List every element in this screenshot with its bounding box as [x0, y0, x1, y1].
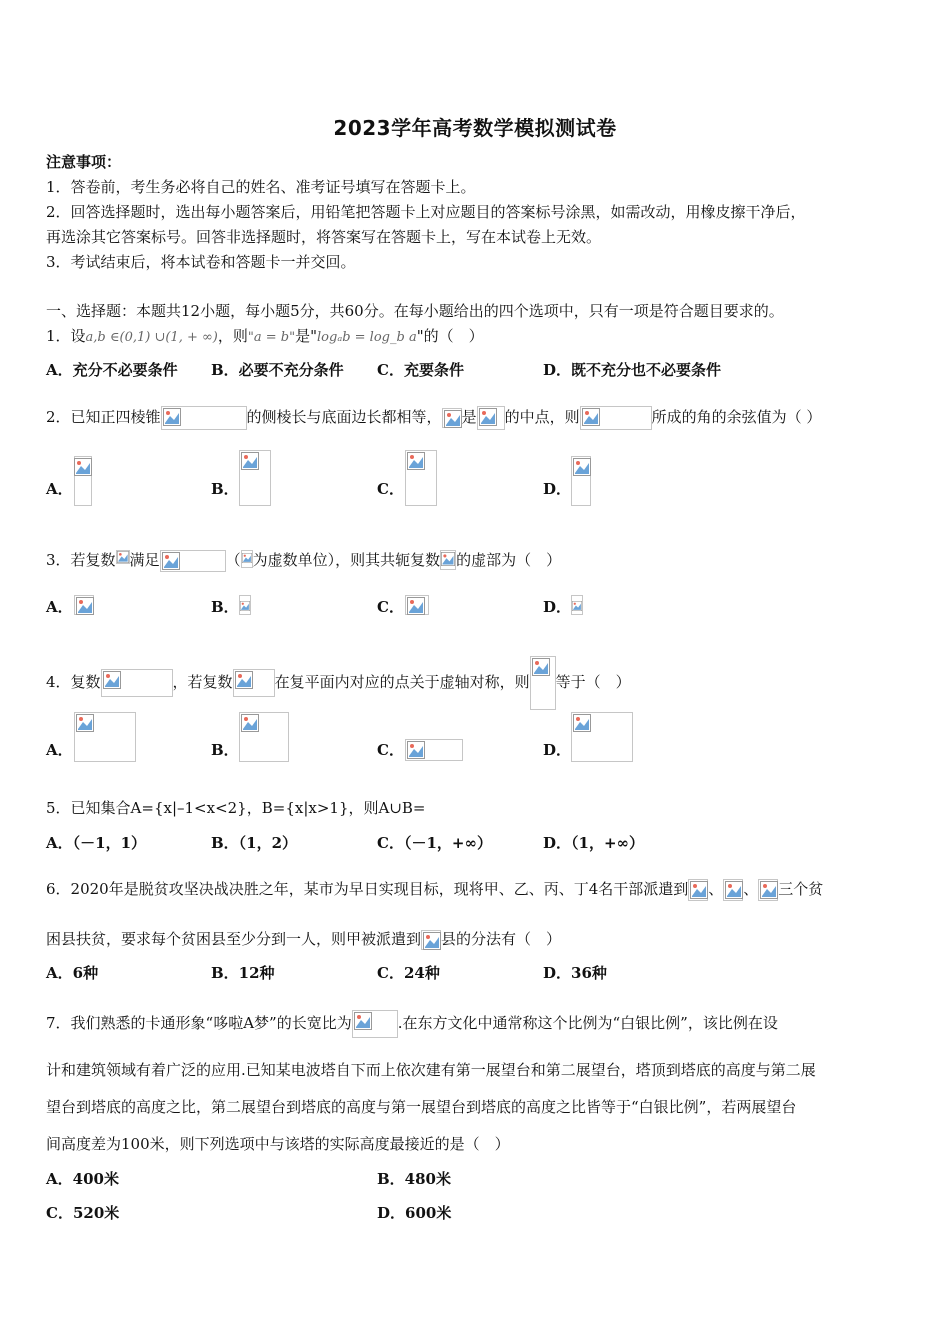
q6-text: 、	[708, 880, 724, 898]
question-7-line-1	[46, 1010, 778, 1038]
q5-option-c[interactable]: C．（－1，+∞）	[377, 834, 492, 852]
q1-text: 是"	[295, 327, 318, 345]
q1-math-log: logₐb = log_b a	[317, 330, 417, 345]
q4-text: 4．复数	[46, 673, 101, 691]
q3-text: 为虚数单位），则其共轭复数	[252, 551, 441, 569]
option-label: C．	[377, 598, 404, 616]
question-6-line-1	[46, 879, 823, 901]
broken-image-icon	[101, 669, 173, 697]
q1-option-d[interactable]: D．既不充分也不必要条件	[543, 361, 722, 379]
q2-text: 2．已知正四棱锥	[46, 408, 161, 426]
broken-image-icon	[239, 712, 289, 762]
notice-heading: 注意事项：	[46, 153, 122, 171]
notice-item: 2．回答选择题时，选出每小题答案后，用铅笔把答题卡上对应题目的答案标号涂黑，如需改动，用橡皮擦干净后，	[46, 203, 806, 221]
q3-text: 的虚部为（ ）	[456, 551, 562, 569]
q3-text: （	[225, 551, 241, 569]
q4-text: 在复平面内对应的点关于虚轴对称，则	[274, 673, 530, 691]
broken-image-icon	[74, 712, 136, 762]
q7-option-a[interactable]: A．400米	[46, 1170, 119, 1188]
question-2	[46, 406, 821, 430]
question-1	[46, 326, 484, 348]
option-label: B．	[211, 598, 239, 616]
section-heading: 一、选择题：本题共12小题，每小题5分，共60分。在每小题给出的四个选项中，只有一项是符合题目要求的。	[46, 302, 784, 320]
q6-text: 县的分法有（ ）	[441, 930, 562, 948]
q2-text: 所成的角的余弦值为（ ）	[651, 408, 822, 426]
broken-image-icon	[239, 595, 251, 615]
option-label: A．	[46, 480, 73, 498]
broken-image-icon	[571, 712, 633, 762]
broken-image-icon	[477, 406, 505, 430]
option-label: A．	[46, 741, 73, 759]
q7-text: .在东方文化中通常称这个比例为“白银比例”，该比例在设	[397, 1014, 778, 1032]
q6-option-d[interactable]: D．36种	[543, 964, 607, 982]
q3-option-d[interactable]	[543, 597, 571, 617]
broken-image-icon	[233, 669, 275, 697]
broken-image-icon	[241, 550, 253, 568]
q1-option-b[interactable]: B．必要不充分条件	[211, 361, 344, 379]
broken-image-icon	[160, 550, 226, 572]
q2-option-a[interactable]	[46, 479, 73, 499]
broken-image-icon	[116, 550, 130, 564]
question-7-line-2: 计和建筑领域有着广泛的应用.已知某电波塔自下而上依次建有第一展望台和第二展望台，塔顶到塔底的高度与第二展	[46, 1061, 816, 1079]
broken-image-icon	[405, 739, 463, 761]
notice-item: 再选涂其它答案标号。回答非选择题时，将答案写在答题卡上，写在本试卷上无效。	[46, 228, 602, 246]
q3-option-a[interactable]	[46, 597, 73, 617]
option-label: C．	[377, 480, 404, 498]
q3-text: 3．若复数	[46, 551, 116, 569]
q7-text: 7．我们熟悉的卡通形象“哆啦A梦”的长宽比为	[46, 1014, 352, 1032]
broken-image-icon	[571, 595, 583, 615]
q4-text: 等于（ ）	[555, 673, 631, 691]
q2-option-c[interactable]	[377, 479, 404, 499]
option-label: A．	[46, 598, 73, 616]
option-label: D．	[543, 480, 572, 498]
broken-image-icon	[440, 550, 456, 570]
q2-option-d[interactable]	[543, 479, 571, 499]
broken-image-icon	[688, 879, 708, 901]
broken-image-icon	[530, 656, 556, 710]
q4-option-b[interactable]	[211, 740, 239, 760]
broken-image-icon	[239, 450, 271, 506]
broken-image-icon	[580, 406, 652, 430]
q1-text: "的（ ）	[416, 327, 484, 345]
q2-text: 是	[461, 408, 477, 426]
option-label: D．	[543, 741, 572, 759]
question-5: 5．已知集合A={x|–1<x<2}，B={x|x>1}，则A∪B=	[46, 799, 426, 817]
q2-option-b[interactable]	[211, 479, 239, 499]
broken-image-icon	[74, 456, 92, 506]
broken-image-icon	[352, 1010, 398, 1038]
q1-math-set: a,b ∈(0,1) ∪(1, + ∞)	[85, 330, 218, 345]
q5-option-d[interactable]: D．（1，+∞）	[543, 834, 645, 852]
page-title: 2023学年高考数学模拟测试卷	[333, 116, 617, 140]
q6-text: 、	[743, 880, 759, 898]
option-label: B．	[211, 480, 239, 498]
broken-image-icon	[74, 595, 94, 615]
q4-option-c[interactable]	[377, 740, 404, 760]
option-label: D．	[543, 598, 572, 616]
broken-image-icon	[421, 930, 441, 950]
broken-image-icon	[405, 450, 437, 506]
broken-image-icon	[758, 879, 778, 901]
q1-option-c[interactable]: C．充要条件	[377, 361, 464, 379]
q2-text: 的侧棱长与底面边长都相等，	[246, 408, 442, 426]
q1-option-a[interactable]: A．充分不必要条件	[46, 361, 178, 379]
q1-text: 1．设	[46, 327, 86, 345]
q6-text: 困县扶贫，要求每个贫困县至少分到一人，则甲被派遣到	[46, 930, 422, 948]
question-7-line-4: 间高度差为100米，则下列选项中与该塔的实际高度最接近的是（ ）	[46, 1135, 510, 1153]
q6-option-c[interactable]: C．24种	[377, 964, 440, 982]
broken-image-icon	[405, 595, 429, 615]
q7-option-d[interactable]: D．600米	[377, 1204, 452, 1222]
option-label: B．	[211, 741, 239, 759]
q4-option-d[interactable]	[543, 740, 571, 760]
broken-image-icon	[161, 406, 247, 430]
notice-item: 3．考试结束后，将本试卷和答题卡一并交回。	[46, 253, 356, 271]
q7-option-b[interactable]: B．480米	[377, 1170, 451, 1188]
q5-option-a[interactable]: A．（－1，1）	[46, 834, 147, 852]
question-6-line-2	[46, 929, 561, 950]
q6-option-a[interactable]: A．6种	[46, 964, 99, 982]
notice-item: 1．答卷前，考生务必将自己的姓名、准考证号填写在答题卡上。	[46, 178, 476, 196]
q3-text: 满足	[129, 551, 160, 569]
question-3	[46, 550, 561, 572]
q3-option-c[interactable]	[377, 597, 404, 617]
broken-image-icon	[442, 408, 462, 428]
broken-image-icon	[723, 879, 743, 901]
option-label: C．	[377, 741, 404, 759]
q6-text: 三个贫	[778, 880, 824, 898]
q1-text: ，则	[217, 327, 248, 345]
q2-text: 的中点，则	[504, 408, 580, 426]
question-7-line-3: 望台到塔底的高度之比，第二展望台到塔底的高度与第一展望台到塔底的高度之比皆等于“白银比例”，若两展望台	[46, 1098, 797, 1116]
broken-image-icon	[571, 456, 591, 506]
q6-text: 6．2020年是脱贫攻坚决战决胜之年，某市为早日实现目标，现将甲、乙、丙、丁4名干部派遣到	[46, 880, 689, 898]
q7-option-c[interactable]: C．520米	[46, 1204, 120, 1222]
question-4	[46, 656, 631, 710]
q4-text: ，若复数	[172, 673, 233, 691]
q3-option-b[interactable]	[211, 597, 239, 617]
q4-option-a[interactable]	[46, 740, 73, 760]
q6-option-b[interactable]: B．12种	[211, 964, 275, 982]
q1-math-eq: "a = b"	[247, 330, 296, 345]
q5-option-b[interactable]: B．（1，2）	[211, 834, 298, 852]
